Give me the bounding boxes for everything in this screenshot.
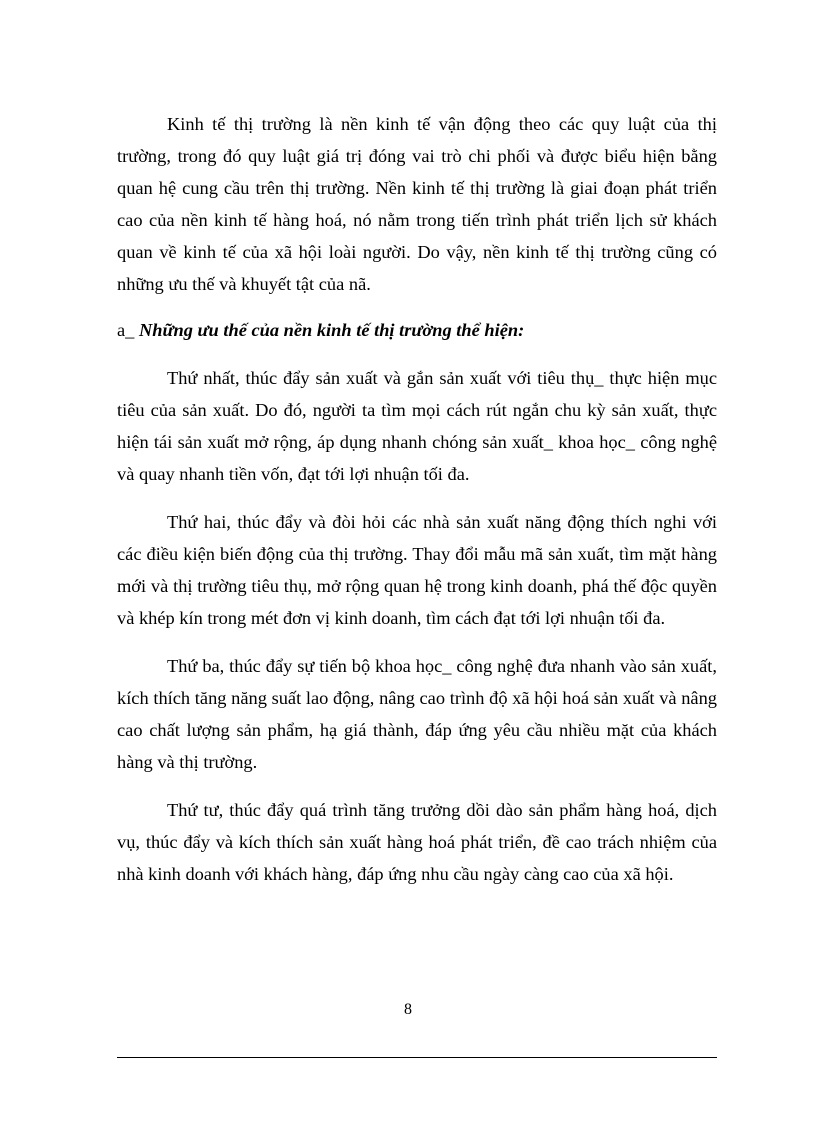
section-heading <box>117 314 717 346</box>
paragraph-second: Thứ hai, thúc đẩy và đòi hỏi các nhà sản xuất năng động thích nghi với các điều kiện biến động của thị trường. Thay đổi mẫu mã sản xuất, tìm mặt hàng mới và thị trường tiêu thụ, mở rộng quan hệ trong kinh doanh, phá thế độc quyền và khép kín trong mét đơn vị kinh doanh, tìm cách đạt tới lợi nhuận tối đa. <box>117 512 717 628</box>
footer-divider <box>117 1057 717 1058</box>
intro-paragraph: Kinh tế thị trường là nền kinh tế vận động theo các quy luật của thị trường, trong đó quy luật giá trị đóng vai trò chi phối và được biểu hiện bằng quan hệ cung cầu trên thị trường. Nền kinh tế thị trường là giai đoạn phát triển cao của nền kinh tế hàng hoá, nó nằm trong tiến trình phát triển lịch sử khách quan về kinh tế của xã hội loài người. Do vậy, nền kinh tế thị trường cũng có những ưu thế và khuyết tật của nã. <box>117 114 717 294</box>
paragraph-third: Thứ ba, thúc đẩy sự tiến bộ khoa học_ công nghệ đưa nhanh vào sản xuất, kích thích tăng năng suất lao động, nâng cao trình độ xã hội hoá sản xuất và nâng cao chất lượng sản phẩm, hạ giá thành, đáp ứng yêu cầu nhiều mặt của khách hàng và thị trường. <box>117 656 717 772</box>
paragraph-first: Thứ nhất, thúc đẩy sản xuất và gắn sản xuất với tiêu thụ_ thực hiện mục tiêu của sản xuất. Do đó, người ta tìm mọi cách rút ngắn chu kỳ sản xuất, thực hiện tái sản xuất mở rộng, áp dụng nhanh chóng sản xuất_ khoa học_ công nghệ và quay nhanh tiền vốn, đạt tới lợi nhuận tối đa. <box>117 368 717 484</box>
section-title: Những ưu thế của nền kinh tế thị trường thể hiện: <box>138 320 525 340</box>
page-number: 8 <box>404 1001 412 1018</box>
paragraph-fourth: Thứ tư, thúc đẩy quá trình tăng trưởng dồi dào sản phẩm hàng hoá, dịch vụ, thúc đẩy và kích thích sản xuất hàng hoá phát triển, đề cao trách nhiệm của nhà kinh doanh với khách hàng, đáp ứng nhu cầu ngày càng cao của xã hội. <box>117 800 717 884</box>
page-body <box>117 108 717 890</box>
section-prefix: a_ <box>117 320 139 340</box>
